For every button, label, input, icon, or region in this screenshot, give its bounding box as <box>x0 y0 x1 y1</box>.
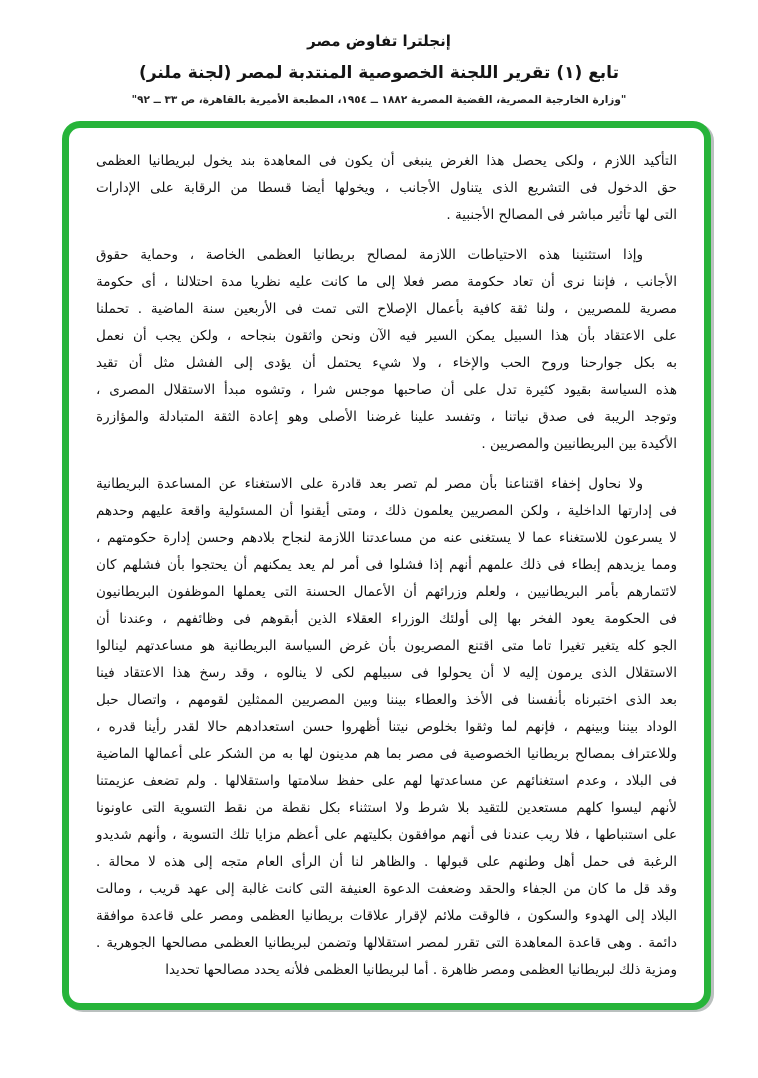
text-line: به بكل جوارحنا وروح الحب والإخاء ، ولا شيء يحتمل أن يؤدى إلى الفشل مثل أن تقيد <box>96 355 677 371</box>
text-line: على الاعتقاد بأن هذا السبيل يمكن السير فيه الآن ونحن واثقون بنجاحه ، ولكن يجب أن نعمل <box>96 328 677 344</box>
text-line: الوداد بيننا وبينهم ، فإنهم لما وثقوا بخلوص نيتنا أظهروا حسن استعدادهم حالا لقدر رأينا قدره ، <box>96 719 677 735</box>
text-line: دائمة . وهى قاعدة المعاهدة التى تقرر لمصر استقلالها وتضمن لبريطانيا العظمى مصالحها الجوهرية . <box>96 935 677 951</box>
source-citation: "وزارة الخارجية المصرية، القضية المصرية ١٨٨٢ ــ ١٩٥٤، المطبعة الأميرية بالقاهرة، ص ٣٣ ــ ٩٢" <box>131 94 627 106</box>
text-line: الأجانب ، فإننا نرى أن تعاد حكومة مصر فعلا إلى ما كانت عليه نظريا مدة احتلالنا ، أى حكومة <box>96 274 677 290</box>
text-line: لا يسرعون للاستغناء عما لا يستغنى عنه من مساعدتنا اللازمة لنجاح بلادهم وحسن إدارة حكومتهم ، <box>96 530 677 546</box>
green-border-frame <box>62 121 711 1010</box>
text-line: وقد قل ما كان من الجفاء والحقد وضعفت الدعوة العنيفة التى كانت غالبة إلى عهد قريب ، ومالت <box>96 881 677 897</box>
text-line: ومزية ذلك لبريطانيا العظمى ومصر ظاهرة . أما لبريطانيا العظمى فلأنه يحدد مصالحها تحديدا <box>165 962 677 978</box>
text-line: وللاعتراف بمصالح بريطانيا الخصوصية فى مصر بما هم مدينون لها به من الشكر على أعمالها الماضية <box>96 746 677 762</box>
text-line: الجو كله يتغير تغيرا تاما متى اقتنع المصريون بأن غرض السياسة البريطانية هو مساعدتهم لينالوا <box>96 638 677 654</box>
page-header <box>0 32 758 106</box>
text-line: بعد الذى اختبرناه بأنفسنا فى الأخذ والعطاء بيننا وبين المصريين الممثلين لقومهم ، واتصال حبل <box>96 692 677 708</box>
text-line: فى الحكومة يعود الفخر بها إلى أولئك الوزراء العقلاء الذين أبقوهم فى وظائفهم ، وعندنا أن <box>96 611 677 627</box>
paragraph-1 <box>96 148 677 229</box>
text-line: ولا نحاول إخفاء اقتناعنا بأن مصر لم تصر بعد قادرة على الاستغناء عن المساعدة البريطانية <box>96 476 643 492</box>
text-line: حق الدخول فى التشريع الذى يتناول الأجانب ، ويخولها أيضا قسطا من الرقابة على الإدارات <box>96 180 677 196</box>
paragraph-3 <box>96 471 677 984</box>
paragraph-2 <box>96 242 677 458</box>
text-line: هذه السياسة بقيود كثيرة تدل على أن صاحبها موجس شرا ، وتشوه مبدأ الاستقلال المصرى ، <box>96 382 677 398</box>
text-line: التأكيد اللازم ، ولكى يحصل هذا الغرض ينبغى أن يكون فى المعاهدة بند يخول لبريطانيا العظمى <box>96 153 677 169</box>
text-line: الأكيدة بين البريطانيين والمصريين . <box>481 436 677 452</box>
text-line: الرغبة فى حمل أهل وطنهم على قبولها . والظاهر لنا أن الرأى العام متجه إلى هذه لا محالة . <box>96 854 677 870</box>
document-body <box>69 128 704 1003</box>
text-line: الاستقلال الذى يرمون إليه لا أن يحولوا فى سبيلهم لكى لا ينالوه ، وقد رسخ هذا الاعتقاد فينا <box>96 665 677 681</box>
text-line: مصرية للمصريين ، ولنا ثقة كافية بأعمال الإصلاح التى تمت فى الأربعين سنة الماضية . تحملنا <box>96 301 677 317</box>
document-subtitle: تابع (١) تقرير اللجنة الخصوصية المنتدبة لمصر (لجنة ملنر) <box>139 63 619 83</box>
text-line: لأنهم ليسوا كلهم مستعدين للتقيد بلا شرط ولا استثناء بكل نقطة من نقط التسوية التى عاونونا <box>96 800 677 816</box>
text-line: على استنباطها ، فلا ريب عندنا فى أنهم موافقون بكليتهم على أعظم مزايا تلك التسوية ، وأنهم شديدو <box>96 827 677 843</box>
text-line: فى البلاد ، وعدم استغنائهم عن مساعدتها لهم على حفظ سلامتها واستقلالها . ولم تضعف عزيمتنا <box>96 773 677 789</box>
text-line: التى لها تأثير مباشر فى المصالح الأجنبية . <box>446 207 677 223</box>
text-line: فى إدارتها الداخلية ، ولكن المصريين يعلمون ذلك ، ومتى أيقنوا أن المسئولية واقعة عليهم وحدهم <box>96 503 677 519</box>
text-line: البلاد إلى الهدوء والسكون ، فالوقت ملائم لإقرار علاقات بريطانيا العظمى ومصر على قاعدة موافقة <box>96 908 677 924</box>
text-line: وإذا استثنينا هذه الاحتياطات اللازمة لمصالح بريطانيا العظمى الخاصة ، وحماية حقوق <box>96 247 643 263</box>
text-line: وتوجد الريبة فى صدق نياتنا ، وتفسد علينا غرضنا الأصلى وهو إعادة الثقة المتبادلة والمؤازرة <box>96 409 677 425</box>
document-title: إنجلترا تفاوض مصر <box>307 32 451 50</box>
text-line: لائتمارهم بأمر البريطانيين ، ولعلم وزرائهم أن الأعمال الحسنة التى يعملها الموظفون البريطانيون <box>96 584 677 600</box>
text-line: ومما يزيدهم إبطاء فى ذلك علمهم أنهم إذا فشلوا فى أمر لم يعد يمكنهم أن يحتجوا بأن فشلهم كان <box>96 557 677 573</box>
